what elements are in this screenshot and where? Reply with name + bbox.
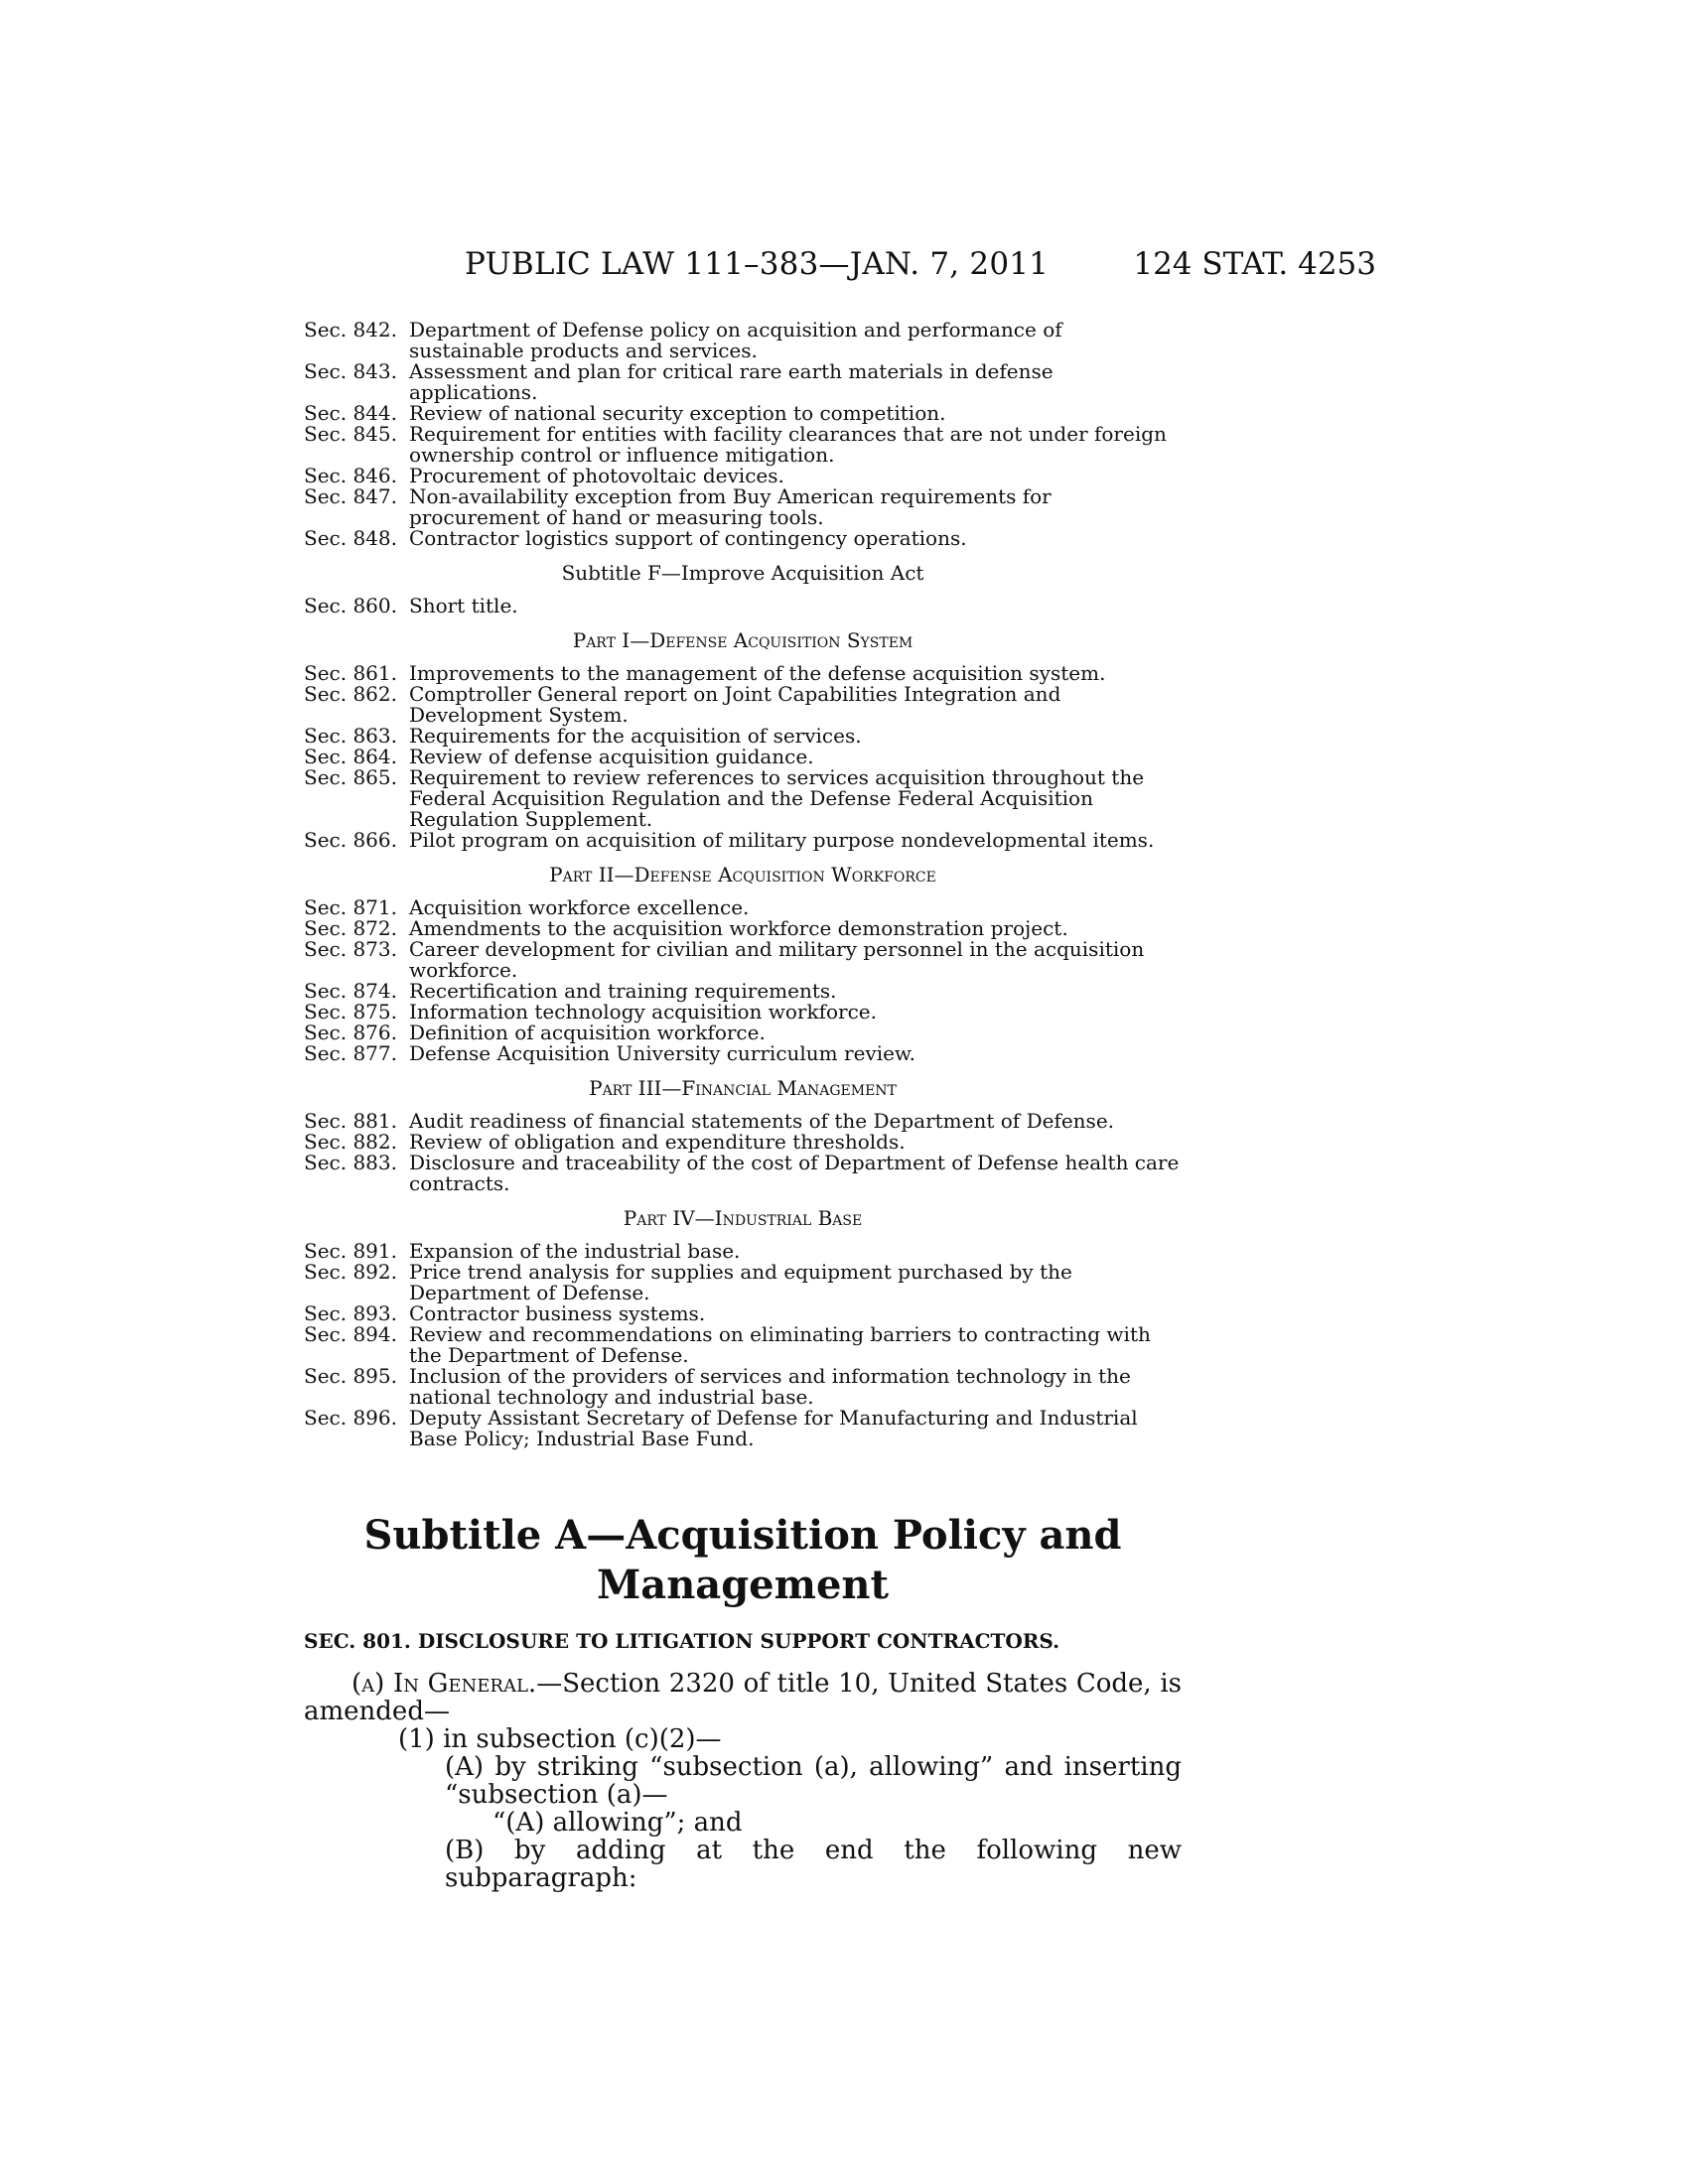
toc-section-number: Sec. 845.	[304, 422, 397, 446]
toc-section-title: Review of defense acquisition guidance.	[409, 745, 814, 768]
toc-entry	[304, 830, 1182, 851]
toc-section-title: Disclosure and traceability of the cost of Department of Defense health care contracts.	[409, 1151, 1180, 1195]
subtitle-line: Subtitle A—Acquisition Policy and	[363, 1512, 1122, 1559]
toc-section-number: Sec. 882.	[304, 1130, 397, 1154]
toc-block	[304, 1111, 1182, 1194]
paragraph-text: —Section 2320 of title 10, United States Code, is amended—	[304, 1669, 1183, 1726]
toc-section-number: Sec. 881.	[304, 1109, 397, 1133]
toc-entry	[304, 663, 1182, 684]
toc-section-title: Assessment and plan for critical rare earth materials in defense applications.	[409, 359, 1054, 404]
toc-section-number: Sec. 872.	[304, 916, 397, 940]
toc-section-title: Pilot program on acquisition of military purpose nondevelopmental items.	[409, 828, 1155, 852]
toc-section-number: Sec. 883.	[304, 1151, 397, 1174]
toc-section-number: Sec. 891.	[304, 1239, 397, 1263]
paragraph-label: (a) In General.	[352, 1669, 537, 1699]
toc-subtitle-heading: Subtitle F—Improve Acquisition Act	[561, 561, 924, 585]
toc-section-title: Audit readiness of financial statements of the Department of Defense.	[409, 1109, 1115, 1133]
toc-entry	[304, 747, 1182, 767]
toc-section-title: Inclusion of the providers of services and information technology in the national technology and industrial base.	[409, 1364, 1131, 1409]
paragraph: (1) in subsection (c)(2)—	[398, 1724, 722, 1754]
toc-section-title: Defense Acquisition University curriculum review.	[409, 1041, 916, 1065]
toc-section-title: Comptroller General report on Joint Capabilities Integration and Development System.	[409, 682, 1061, 727]
toc-section-title: Career development for civilian and military personnel in the acquisition workforce.	[409, 937, 1145, 982]
toc-section-number: Sec. 861.	[304, 661, 397, 685]
toc-entry	[304, 486, 1182, 528]
toc-section-title: Requirements for the acquisition of services.	[409, 724, 862, 748]
header-stat-page: 124 STAT. 4253	[1133, 246, 1376, 282]
toc-block	[304, 1241, 1182, 1449]
toc-section-number: Sec. 893.	[304, 1301, 397, 1325]
toc-section-title: Requirement to review references to services acquisition throughout the Federal Acquisition Regulation and the Defense Federal Acquisition Regulation Supplement.	[409, 765, 1145, 831]
toc-section-number: Sec. 877.	[304, 1041, 397, 1065]
toc-entry	[304, 596, 1182, 616]
toc-section-title: Contractor logistics support of contingency operations.	[409, 526, 967, 550]
paragraph	[304, 1753, 1182, 1809]
toc-entry	[304, 1241, 1182, 1262]
toc-entry	[304, 361, 1182, 403]
toc-section-title: Expansion of the industrial base.	[409, 1239, 741, 1263]
toc-section-title: Recertification and training requirements.	[409, 979, 837, 1003]
header-title: PUBLIC LAW 111–383—JAN. 7, 2011	[465, 246, 1050, 282]
toc-entry	[304, 1262, 1182, 1303]
toc-section-number: Sec. 844.	[304, 401, 397, 425]
toc-block	[304, 596, 1182, 616]
toc-section-number: Sec. 843.	[304, 359, 397, 383]
toc-entry	[304, 1023, 1182, 1043]
toc-entry	[304, 1366, 1182, 1408]
toc-section-title: Non-availability exception from Buy American requirements for procurement of hand or measuring tools.	[409, 484, 1052, 529]
toc-section-number: Sec. 865.	[304, 765, 397, 789]
toc-entry	[304, 1111, 1182, 1132]
toc-block	[304, 320, 1182, 549]
toc-entry	[304, 1002, 1182, 1023]
toc-section-number: Sec. 895.	[304, 1364, 397, 1388]
subtitle-line: Management	[597, 1562, 889, 1608]
toc-section-title: Improvements to the management of the defense acquisition system.	[409, 661, 1106, 685]
section-heading: SEC. 801. DISCLOSURE TO LITIGATION SUPPORT CONTRACTORS.	[304, 1629, 1060, 1653]
toc-section-number: Sec. 875.	[304, 1000, 397, 1024]
toc-entry	[304, 424, 1182, 466]
toc-section-title: Acquisition workforce excellence.	[409, 895, 750, 919]
toc-section-number: Sec. 860.	[304, 594, 397, 617]
toc-section-title: Contractor business systems.	[409, 1301, 706, 1325]
paragraph-text: (A) by striking “subsection (a), allowing” and inserting “subsection (a)—	[445, 1752, 1182, 1810]
toc-part-heading: Part III—Financial Management	[589, 1076, 897, 1100]
toc-entry	[304, 918, 1182, 939]
toc-block	[304, 897, 1182, 1064]
toc-section-number: Sec. 896.	[304, 1406, 397, 1430]
toc-entry	[304, 726, 1182, 747]
toc-section-number: Sec. 863.	[304, 724, 397, 748]
toc-section-number: Sec. 894.	[304, 1322, 397, 1346]
section-body	[304, 1670, 1182, 1892]
paragraph	[304, 1670, 1182, 1725]
toc-entry	[304, 897, 1182, 918]
toc-entry	[304, 1324, 1182, 1366]
toc-section-title: Price trend analysis for supplies and equipment purchased by the Department of Defense.	[409, 1260, 1072, 1304]
toc-part-heading: Part II—Defense Acquisition Workforce	[549, 863, 936, 887]
toc-section-title: Review of obligation and expenditure thresholds.	[409, 1130, 906, 1154]
toc-section-title: Amendments to the acquisition workforce demonstration project.	[409, 916, 1068, 940]
toc-section-number: Sec. 862.	[304, 682, 397, 706]
toc-entry	[304, 1303, 1182, 1324]
toc-entry	[304, 403, 1182, 424]
toc-section-number: Sec. 892.	[304, 1260, 397, 1284]
toc-section-number: Sec. 847.	[304, 484, 397, 508]
toc-entry	[304, 767, 1182, 830]
toc-entry	[304, 466, 1182, 486]
toc-entry	[304, 981, 1182, 1002]
toc-entry	[304, 1408, 1182, 1449]
toc-entry	[304, 1132, 1182, 1153]
toc-section-number: Sec. 866.	[304, 828, 397, 852]
paragraph-text: “(A) allowing”; and	[492, 1808, 743, 1838]
toc-section-title: Requirement for entities with facility clearances that are not under foreign ownership control or influence mitigation.	[409, 422, 1167, 467]
toc-section-number: Sec. 842.	[304, 318, 397, 341]
subtitle-heading	[304, 1511, 1182, 1610]
toc-section-title: Definition of acquisition workforce.	[409, 1021, 766, 1044]
toc-section-number: Sec. 874.	[304, 979, 397, 1003]
toc-section-number: Sec. 848.	[304, 526, 397, 550]
toc-section-number: Sec. 876.	[304, 1021, 397, 1044]
paragraph	[304, 1809, 1182, 1837]
toc-section-title: Deputy Assistant Secretary of Defense for Manufacturing and Industrial Base Policy; Industrial Base Fund.	[409, 1406, 1138, 1450]
toc-part-heading: Part I—Defense Acquisition System	[572, 628, 914, 652]
toc-entry	[304, 528, 1182, 549]
toc-section-number: Sec. 873.	[304, 937, 397, 961]
toc-entry	[304, 1043, 1182, 1064]
toc-section-title: Review and recommendations on eliminating barriers to contracting with the Department of Defense.	[409, 1322, 1151, 1367]
toc-entry	[304, 684, 1182, 726]
toc-section-title: Review of national security exception to competition.	[409, 401, 946, 425]
toc-section-title: Department of Defense policy on acquisition and performance of sustainable products and services.	[409, 318, 1062, 362]
page-header	[298, 246, 1376, 286]
toc-section-title: Short title.	[409, 594, 518, 617]
toc-section-number: Sec. 846.	[304, 464, 397, 487]
toc-section-number: Sec. 871.	[304, 895, 397, 919]
toc-part-heading: Part IV—Industrial Base	[623, 1206, 863, 1230]
toc-entry	[304, 1153, 1182, 1194]
toc-section-number: Sec. 864.	[304, 745, 397, 768]
toc-section-title: Information technology acquisition workforce.	[409, 1000, 877, 1024]
table-of-contents	[304, 320, 1182, 1449]
toc-section-title: Procurement of photovoltaic devices.	[409, 464, 784, 487]
toc-entry	[304, 939, 1182, 981]
toc-entry	[304, 320, 1182, 361]
toc-block	[304, 663, 1182, 851]
paragraph: (B) by adding at the end the following new subparagraph:	[445, 1836, 1182, 1893]
